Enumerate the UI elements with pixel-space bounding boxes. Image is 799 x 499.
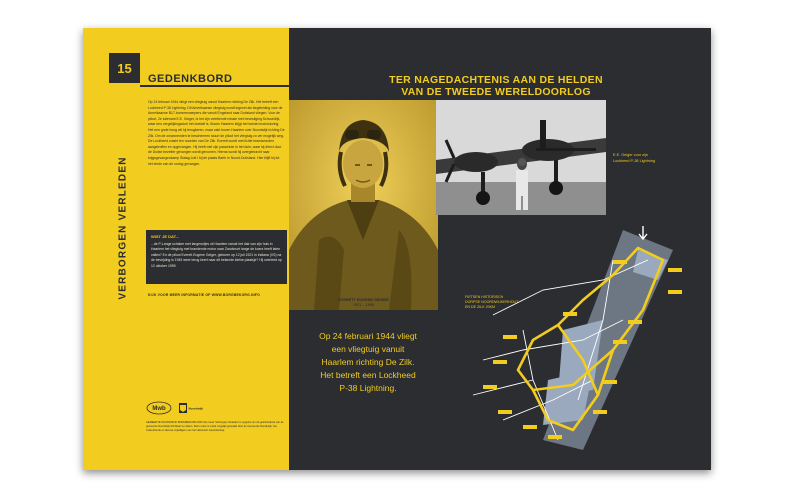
story-text: Op 24 februari 1944 vliegt een vliegtuig vanuit Haarlem richting De Zilk. Het betreft een Lockheed P-38 Lightning. Dit Amerikaanse vliegtuig wordt ingezet als begeleiding voor de Amerikaanse B17-bommenwerpers die vanuit Engeland naar Duitsland vliegen. Voor de piloot, 2e luitenant E.E. Geiger, is het zijn veertiende missie met bevestiging Schoorldijk, waar een vergelijkingsdoel het doelwit is. Boven Haarlem krijgt het toestel motorstoring. Het een grote boog wil hij terugkeren, maar zakt boven Haarlem over Noordwijk richting De Zilk. Om de omwonenden te beschermen stuurt de piloot het vliegtuig zo ver mogelijk weg. De Lockheed crasht ten noorden van De Zilk. Everett wordt met lichte brandwonden aangetroffen en opgevangen. Hij heeft met zijn parachute in het duin, waar hij direct door de Duitse bezetter gevangen wordt genomen. Hierna wordt hij overgebracht naar krijgsgevangenkamp Stalag Luft I bij de plaats Barth in Noord-Duitsland. Hier blijft hij tot het einde van de oorlog gevangen.	[148, 100, 285, 166]
intro-quote	[303, 330, 433, 395]
series-title: VERBORGEN VERLEDEN	[117, 156, 129, 300]
headline-line-2: VAN DE TWEEDE WERELDOORLOG	[401, 86, 591, 98]
portrait-name: EVERETT EUGENE GEIGER	[338, 298, 389, 302]
main-headline	[383, 74, 609, 98]
map-label-line-2: DORPSE NOORDWIJKERHOUT	[465, 300, 519, 304]
aircraft-caption-line-2: Lockheed P-38 Lightning	[613, 158, 656, 163]
map-label-line-3: EN DE ZILK 20KM	[465, 305, 495, 309]
portrait-caption	[289, 298, 438, 308]
quote-line-4: Het betreft een Lockheed	[320, 370, 416, 380]
municipality-logo	[178, 401, 204, 415]
quote-line-2: een vliegtuig vanuit	[331, 344, 405, 354]
did-you-know-box	[146, 230, 287, 284]
more-info-link[interactable]: KIJK VOOR MEER INFORMATIE OP WWW.BORGBEKORG.INFO	[148, 293, 260, 297]
section-title: GEDENKBORD	[148, 73, 233, 85]
side-strip	[83, 28, 140, 470]
map-label-line-1: FIETSEN HISTORISCH	[465, 295, 504, 299]
portrait-years: 1921 – 1999	[352, 303, 375, 307]
route-map	[463, 220, 703, 450]
quote-line-5: P-38 Lightning.	[339, 383, 397, 393]
sponsor-logo-text: Mwb	[152, 406, 166, 412]
title-rule	[140, 85, 289, 87]
aircraft-photo	[436, 100, 606, 215]
aircraft-caption	[613, 153, 655, 164]
footer-credits: GEMEENTE NOORDWIJK BORGBEKORG.INFO De route 'Verborgen Verleden' is opgezet om de geschiedenis van de gemeente Noordwijk zichtbaar te maken. Deze route is mede mogelijk gemaakt door de Gemeente Noordwijk, het Cultuurfonds en diverse vrijwilligers van het Historisch Genootschap.	[146, 421, 284, 432]
aircraft-caption-line-1: E.E. Geiger voor zijn	[613, 153, 648, 157]
quote-line-3: Haarlem richting De Zilk.	[321, 357, 415, 367]
sponsor-logo	[146, 401, 172, 415]
did-you-know-text: ...de P-Lange schaker met langeruitjes uit Haarlem vanuit het dak van zijn huis in Haarlem het vliegtuig met brandende motor naar Zandvoort lange de koers heeft laten vallen? En de piloot Everett Eugene Geiger, geboren op 12 juli 1921 in Indiana (VS) na de bevrijding in 1945 weer terug keert naar dit bekende kleine plaatsje? Hij overleed op 12 oktober 1999.	[151, 242, 282, 268]
did-you-know-title: WIST JE DAT...	[151, 234, 179, 239]
memorial-board	[83, 28, 711, 470]
pilot-portrait-photo	[289, 100, 438, 310]
panel-number: 15	[109, 53, 140, 83]
municipality-logo-text: Noordwijk	[188, 406, 204, 411]
headline-line-1: TER NAGEDACHTENIS AAN DE HELDEN	[389, 74, 603, 86]
quote-line-1: Op 24 februari 1944 vliegt	[319, 331, 417, 341]
